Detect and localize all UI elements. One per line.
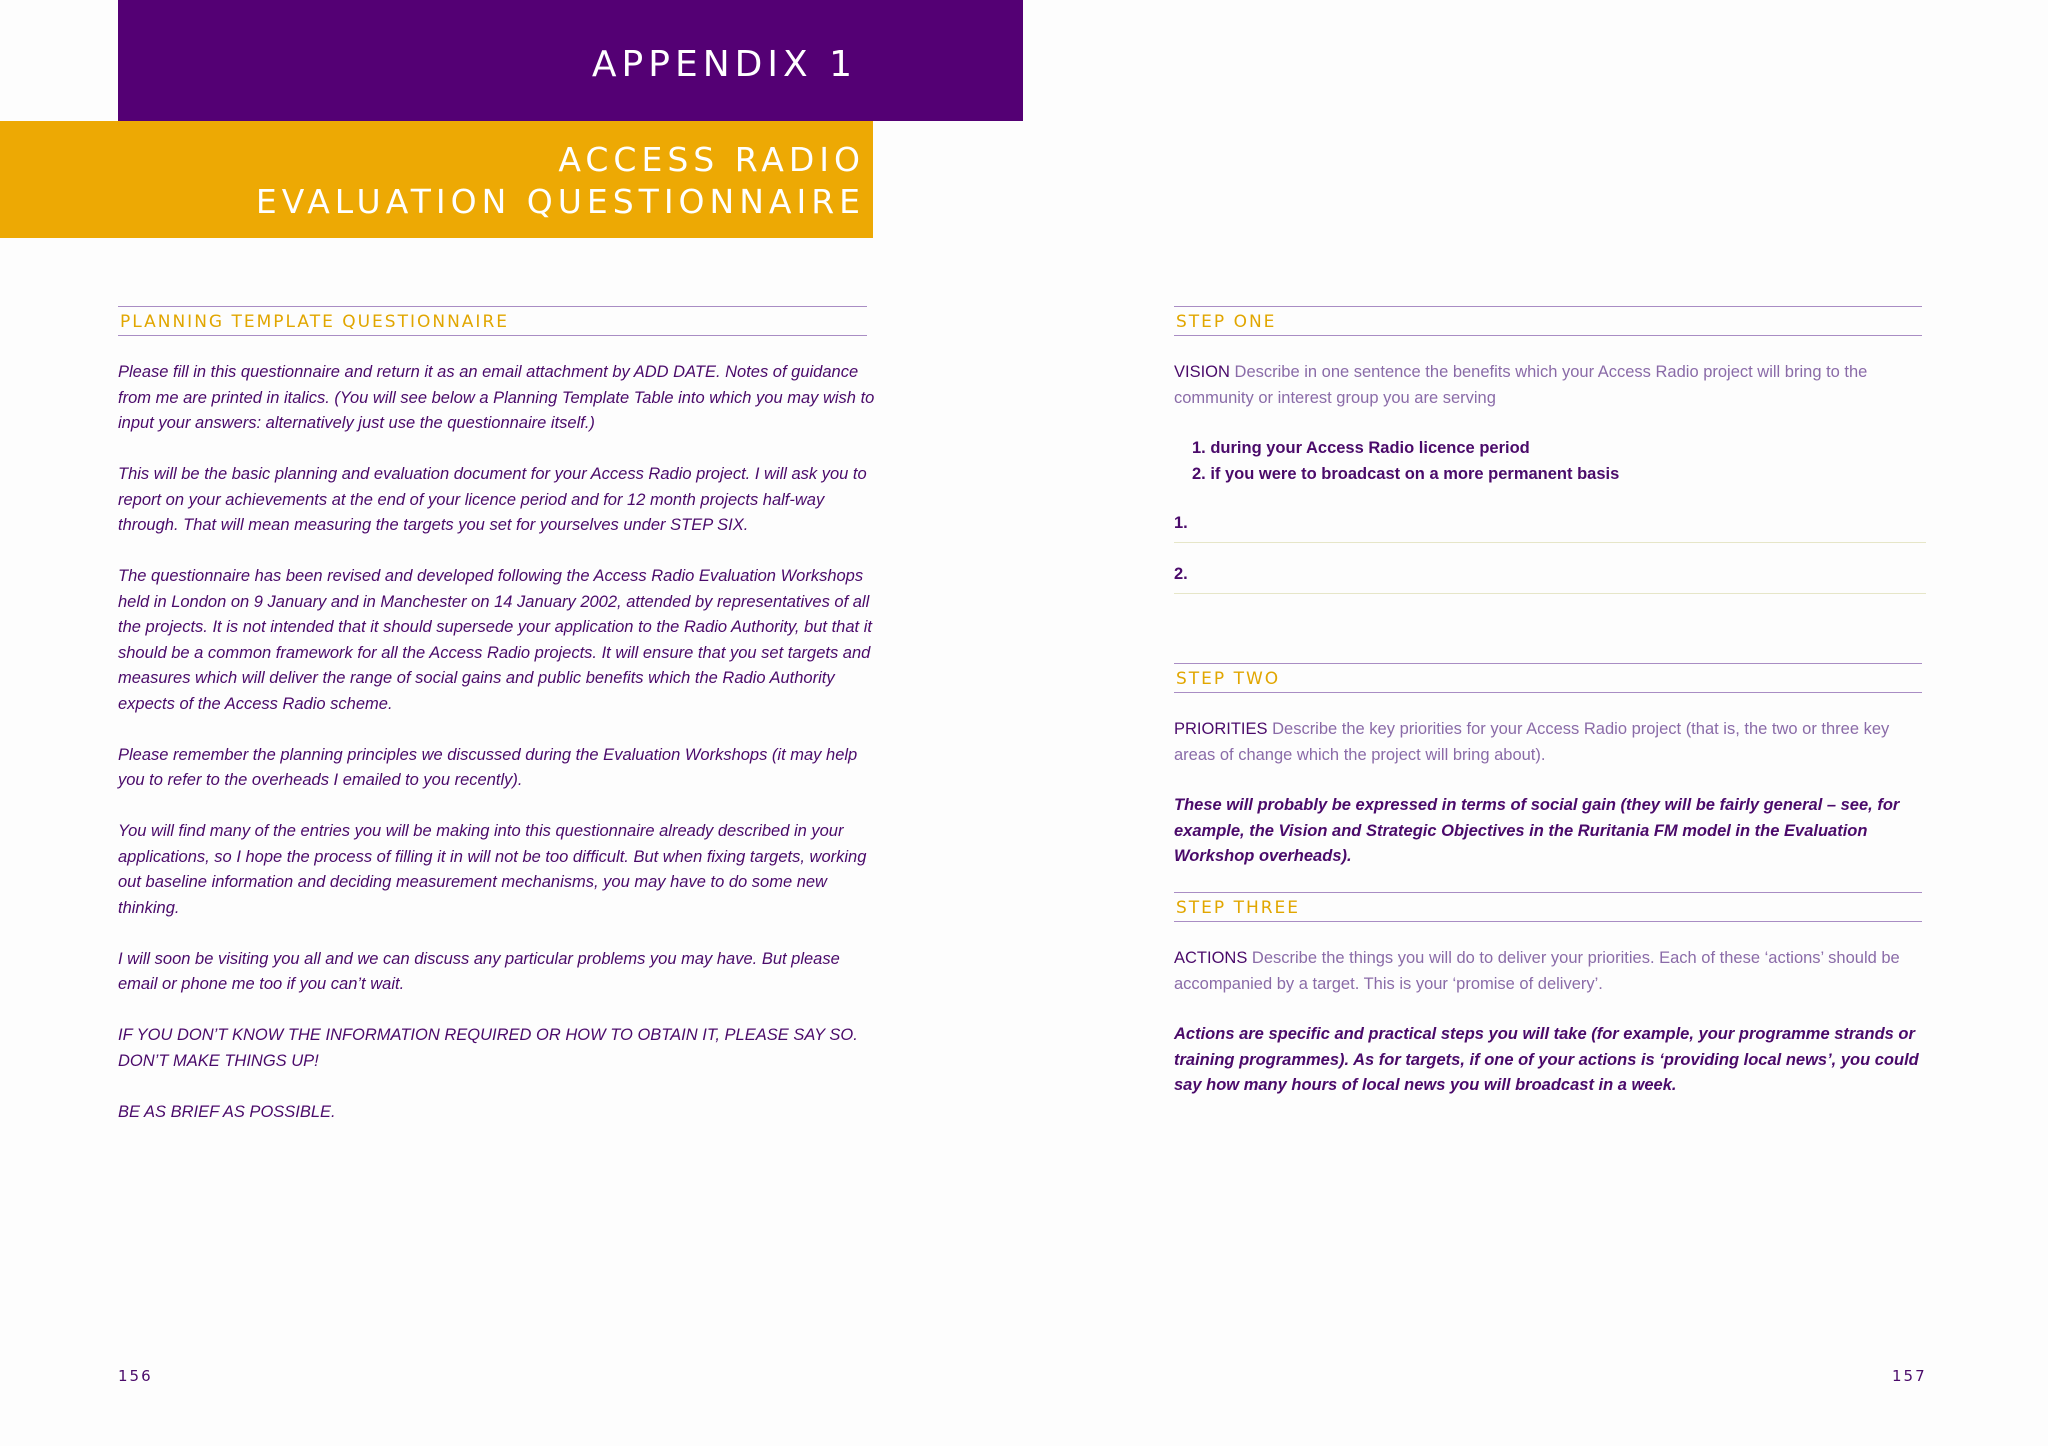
step-three-description <box>1174 946 1922 997</box>
paragraph: IF YOU DON’T KNOW THE INFORMATION REQUIRED OR HOW TO OBTAIN IT, PLEASE SAY SO. DON’T MAKE THINGS UP! <box>118 1026 858 1070</box>
title-line-1: ACCESS RADIO <box>558 140 865 179</box>
priorities-text: Describe the key priorities for your Access Radio project (that is, the two or three key areas of change which the project will bring about). <box>1174 720 1890 764</box>
actions-text: Describe the things you will do to deliver your priorities. Each of these ‘actions’ should be accompanied by a target. This is your ‘promise of delivery’. <box>1174 949 1900 993</box>
step-two-body <box>1174 717 1922 870</box>
answer-field-1[interactable] <box>1174 514 1926 543</box>
page-number-left: 156 <box>118 1367 153 1385</box>
paragraph: This will be the basic planning and evaluation document for your Access Radio project. I will ask you to report on your achievements at the end of your licence period and for 12 month projects half-way through. That will mean measuring the targets you set for yourselves under STEP SIX. <box>118 465 867 534</box>
step-two-heading: STEP TWO <box>1174 663 1922 693</box>
step-three-body <box>1174 946 1922 1099</box>
appendix-title: APPENDIX 1 <box>591 44 857 85</box>
vision-text: Describe in one sentence the benefits which your Access Radio project will bring to the community or interest group you are serving <box>1174 363 1868 407</box>
step-one-heading: STEP ONE <box>1174 306 1922 336</box>
step-one-description <box>1174 360 1922 411</box>
left-column-text <box>118 360 878 1151</box>
paragraph: Please fill in this questionnaire and return it as an email attachment by ADD DATE. Notes of guidance from me are printed in italics. (You will see below a Planning Template Table into which you may wish to input your answers: alternatively just use the questionnaire itself.) <box>118 363 875 432</box>
list-item: 2. if you were to broadcast on a more permanent basis <box>1192 464 1620 483</box>
document-title <box>256 139 865 223</box>
answer-label-2: 2. <box>1174 565 1188 583</box>
title-banner <box>0 121 873 238</box>
step-one-body <box>1174 360 1922 487</box>
paragraph: You will find many of the entries you will be making into this questionnaire already described in your applications, so I hope the process of filling it in will not be too difficult. But when fixing targets, working out baseline information and deciding measurement mechanisms, you may have to do some new thinking. <box>118 822 867 917</box>
title-line-2: EVALUATION QUESTIONNAIRE <box>255 182 865 221</box>
step-two-note: These will probably be expressed in terms of social gain (they will be fairly general – see, for example, the Vision and Strategic Objectives in the Ruritania FM model in the Evaluation Workshop overheads). <box>1174 796 1900 865</box>
vision-label: VISION <box>1174 363 1230 381</box>
paragraph: I will soon be visiting you all and we can discuss any particular problems you may have. But please email or phone me too if you can’t wait. <box>118 949 840 993</box>
vision-periods-list <box>1174 436 1922 487</box>
planning-template-heading: PLANNING TEMPLATE QUESTIONNAIRE <box>118 306 867 336</box>
paragraph: BE AS BRIEF AS POSSIBLE. <box>118 1102 336 1121</box>
list-item: 1. during your Access Radio licence period <box>1192 439 1530 457</box>
paragraph: The questionnaire has been revised and developed following the Access Radio Evaluation Workshops held in London on 9 January and in Manchester on 14 January 2002, attended by representatives of all the projects. It is not intended that it should supersede your application to the Radio Authority, but that it should be a common framework for all the Access Radio projects. It will ensure that you set targets and measures which will deliver the range of social gains and public benefits which the Radio Authority expects of the Access Radio scheme. <box>118 567 872 713</box>
step-three-heading: STEP THREE <box>1174 892 1922 922</box>
step-two-description <box>1174 717 1922 768</box>
step-three-note: Actions are specific and practical steps you will take (for example, your programme strands or training programmes). As for targets, if one of your actions is ‘providing local news’, you could say how many hours of local news you will broadcast in a week. <box>1174 1025 1919 1094</box>
priorities-label: PRIORITIES <box>1174 720 1268 738</box>
appendix-banner <box>118 0 1023 121</box>
answer-label-1: 1. <box>1174 514 1188 532</box>
actions-label: ACTIONS <box>1174 949 1248 967</box>
page-number-right: 157 <box>1892 1367 1927 1385</box>
paragraph: Please remember the planning principles we discussed during the Evaluation Workshops (it may help you to refer to the overheads I emailed to you recently). <box>118 745 858 789</box>
answer-field-2[interactable] <box>1174 565 1926 594</box>
